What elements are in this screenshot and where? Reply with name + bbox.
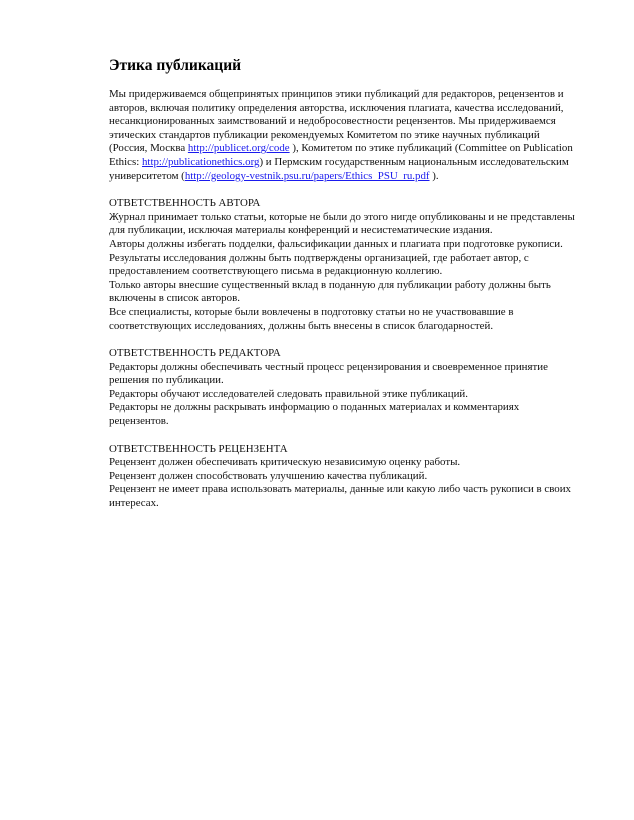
author-item: Журнал принимает только статьи, которые не были до этого нигде опубликованы и не представлены для публикации, исключая материалы конференций и несистематические издания. <box>109 210 575 237</box>
author-item: Результаты исследования должны быть подтверждены организацией, где работает автор, с предоставлением соответствующего письма в редакционную коллегию. <box>109 251 529 278</box>
author-item: Только авторы внесшие существенный вклад в поданную для публикации работу должны быть включены в список авторов. <box>109 278 551 305</box>
editor-item: Редакторы обучают исследователей следовать правильной этике публикаций. <box>109 387 468 400</box>
intro-text-4: ). <box>429 169 439 182</box>
page-title: Этика публикаций <box>109 57 242 74</box>
author-item: Авторы должны избегать подделки, фальсификации данных и плагиата при подготовке рукописи. <box>109 237 563 250</box>
ethics-psu-link[interactable]: http://geology-vestnik.psu.ru/papers/Ethics_PSU_ru.pdf <box>184 169 430 182</box>
intro-text-2: ), Комитетом по этике публикаций (Committee on Publication Ethics: <box>109 142 573 168</box>
editor-item: Редакторы должны обеспечивать честный процесс рецензирования и своевременное принятие решения по публикации. <box>109 360 548 387</box>
intro-paragraph <box>109 88 579 183</box>
publicationethics-link[interactable]: http://publicationethics.org <box>141 155 260 168</box>
reviewer-item: Рецензент не имеет права использовать материалы, данные или какую либо часть рукописи в своих интересах. <box>109 483 571 510</box>
reviewer-item: Рецензент должен способствовать улучшению качества публикаций. <box>109 469 428 482</box>
author-section <box>109 197 579 333</box>
editor-section-heading: ОТВЕТСТВЕННОСТЬ РЕДАКТОРА <box>109 347 281 360</box>
document-page <box>109 57 579 511</box>
editor-section <box>109 347 579 429</box>
editor-item: Редакторы не должны раскрывать информацию о поданных материалах и комментариях рецензентов. <box>109 401 520 428</box>
publicet-link[interactable]: http://publicet.org/code <box>187 142 290 155</box>
author-item: Все специалисты, которые были вовлечены в подготовку статьи но не участвовавшие в соответствующих исследованиях, должны быть внесены в список благодарностей. <box>109 305 514 332</box>
reviewer-item: Рецензент должен обеспечивать критическую независимую оценку работы. <box>109 456 461 469</box>
reviewer-section-heading: ОТВЕТСТВЕННОСТЬ РЕЦЕНЗЕНТА <box>109 442 288 455</box>
reviewer-section <box>109 443 579 511</box>
author-section-heading: ОТВЕТСТВЕННОСТЬ АВТОРА <box>109 197 261 210</box>
intro-text-3: ) и Пермским государственным национальным исследовательским университетом ( <box>109 155 569 182</box>
intro-text-1: Мы придерживаемся общепринятых принципов этики публикаций для редакторов, рецензентов и авторов, включая политику определения авторства, исключения плагиата, качества исследований, несанкционированных заимствований и недобросовестности рецензентов. Мы придерживаемся этических стандартов публикации рекомендуемых Комитетом по этике научных публикаций (Россия, Москва <box>109 88 564 155</box>
